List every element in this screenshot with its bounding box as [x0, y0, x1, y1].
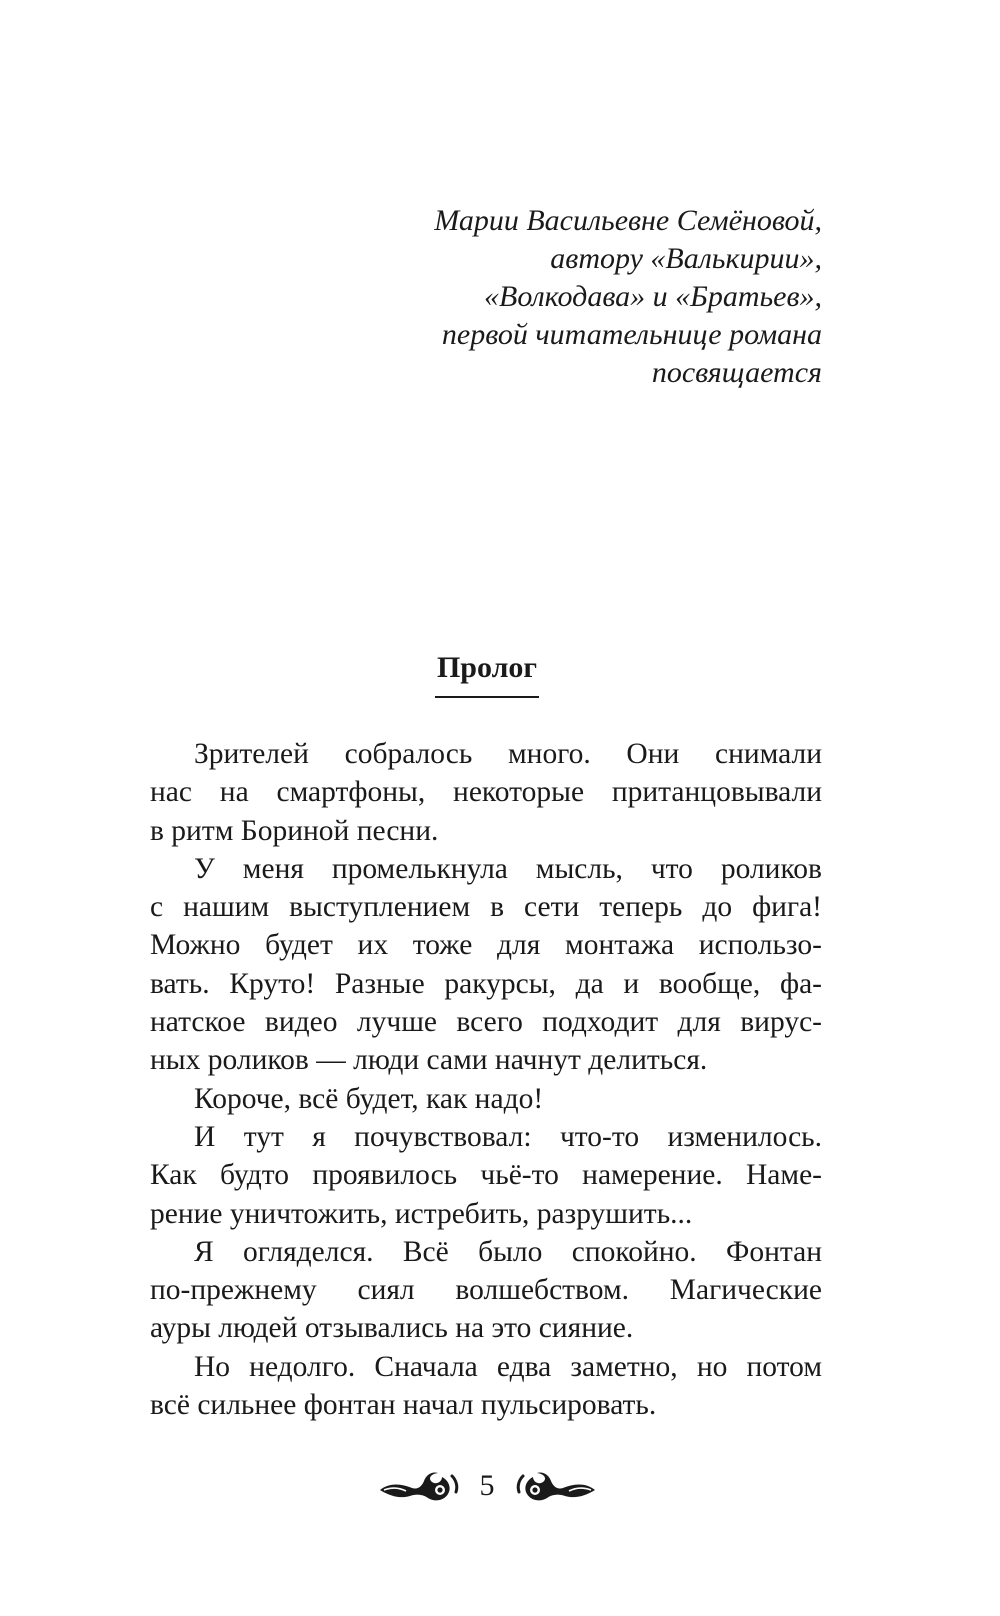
dedication-line: автору «Валькирии», — [550, 242, 822, 275]
page-footer — [0, 1456, 974, 1516]
page-number: 5 — [479, 1469, 495, 1502]
text-line: натское видео лучше всего подходит для вирус- — [150, 1006, 822, 1039]
text-line: ных роликов — люди сами начнут делиться. — [150, 1044, 708, 1077]
scroll-ornament-left-icon — [378, 1466, 460, 1506]
text-line: Зрителей собралось много. Они снимали — [194, 738, 822, 770]
text-line: Как будто проявилось чьё-то намерение. Наме- — [150, 1159, 822, 1192]
text-line: Можно будет их тоже для монтажа использо- — [150, 929, 822, 962]
text-line: с нашим выступлением в сети теперь до фига! — [150, 891, 822, 924]
text-line: вать. Круто! Разные ракурсы, да и вообще, фа- — [150, 967, 822, 1000]
dedication-line: посвящается — [651, 356, 822, 389]
text-line: рение уничтожить, истребить, разрушить... — [150, 1197, 693, 1230]
text-line: нас на смартфоны, некоторые пританцовывали — [150, 776, 822, 809]
text-line: ауры людей отзывались на это сияние. — [150, 1312, 634, 1345]
chapter-heading — [0, 650, 974, 698]
text-line: Но недолго. Сначала едва заметно, но потом — [194, 1350, 822, 1383]
dedication-line: «Волкодава» и «Братьев», — [484, 280, 822, 313]
text-line: Короче, всё будет, как надо! — [194, 1082, 544, 1115]
text-line: И тут я почувствовал: что-то изменилось. — [194, 1120, 822, 1153]
dedication — [302, 202, 822, 392]
text-line: У меня промелькнула мысль, что роликов — [194, 852, 822, 885]
dedication-line: первой читательнице романа — [441, 318, 822, 351]
text-line: всё сильнее фонтан начал пульсировать. — [150, 1389, 657, 1422]
text-line: в ритм Бориной песни. — [150, 814, 439, 847]
text-line: по-прежнему сиял волшебством. Магические — [150, 1274, 822, 1307]
scroll-ornament-right-icon — [515, 1466, 597, 1506]
body-text — [150, 735, 822, 1424]
dedication-line: Марии Васильевне Семёновой, — [434, 204, 822, 237]
chapter-title: Пролог — [435, 650, 539, 698]
text-line: Я огляделся. Всё было спокойно. Фонтан — [194, 1235, 822, 1268]
